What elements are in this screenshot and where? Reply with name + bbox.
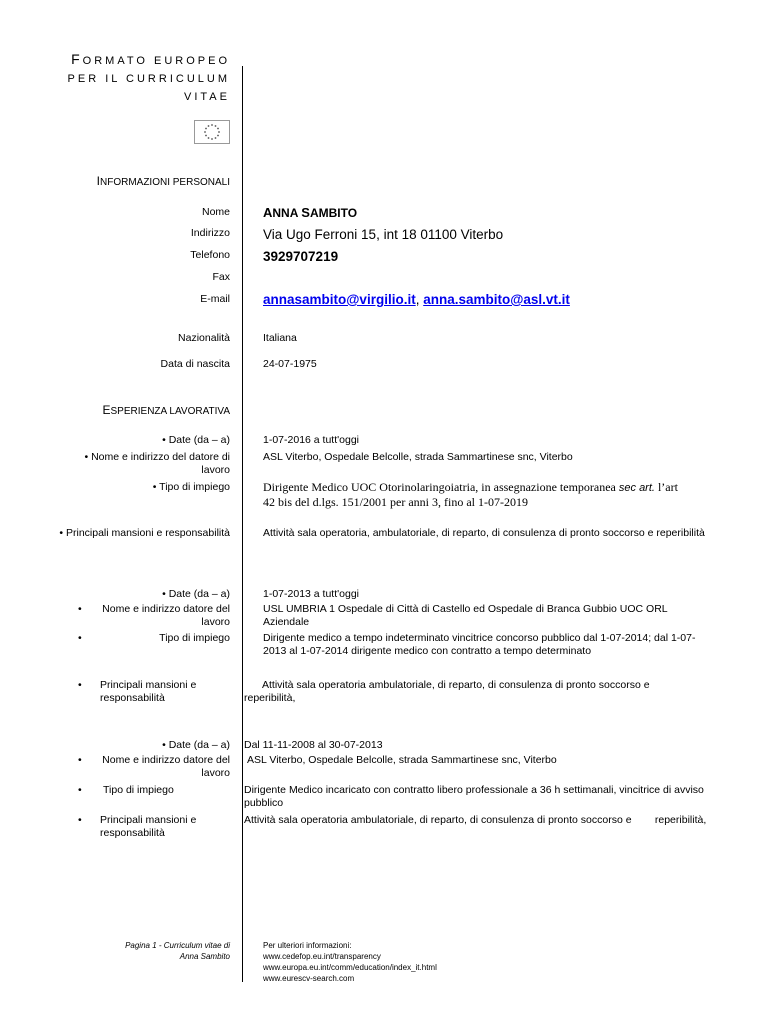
footer-page-line-1: Pagina 1 - Curriculum vitae di (125, 941, 230, 950)
section-title: NFORMAZIONI PERSONALI (99, 177, 230, 188)
exp2-employer-label-line-2: lavoro (201, 616, 230, 628)
email-value (263, 292, 570, 307)
exp2-mansioni-bullet: • (78, 679, 82, 691)
indirizzo-label: Indirizzo (190, 227, 230, 239)
exp2-tipo-value (263, 632, 695, 658)
email-label: E-mail (200, 293, 230, 305)
section-cap: I (96, 174, 100, 188)
telefono-value: 3929707219 (263, 249, 339, 264)
exp2-tipo-line-1: Dirigente medico a tempo indeterminato vincitrice concorso pubblico dal 1-07-2014; dal 1-07- (263, 632, 696, 644)
exp2-date-label: • Date (da – a) (162, 588, 230, 600)
exp2-employer-value (263, 603, 668, 629)
exp2-employer-label-line-1: Nome e indirizzo datore del (102, 603, 230, 615)
exp1-mansioni-value: Attività sala operatoria, ambulatoriale, di reparto, di consulenza di pronto soccorso e reperibilità (263, 527, 705, 539)
nazionalita-label: Nazionalità (178, 332, 230, 344)
exp3-mansioni-value: Attività sala operatoria ambulatoriale, di reparto, di consulenza di pronto soccorso e reperibilità, (244, 814, 707, 826)
title-line-3: VITAE (184, 91, 230, 103)
footer-page-line-2: Anna Sambito (179, 952, 230, 961)
exp2-employer-label (102, 603, 230, 629)
exp1-tipo-text: Dirigente Medico UOC Otorinolaringoiatria, in assegnazione temporanea (263, 480, 619, 494)
exp2-mansioni-value (244, 679, 650, 705)
footer-link-europa[interactable]: www.europa.eu.int/comm/education/index_it.html (263, 963, 437, 972)
email-separator: , (415, 292, 424, 307)
exp1-employer-label-line-2: lavoro (201, 464, 230, 476)
exp1-mansioni-label: • Principali mansioni e responsabilità (59, 527, 230, 539)
exp2-mansioni-line-2: reperibilità, (244, 692, 296, 704)
exp1-tipo-label: • Tipo di impiego (152, 481, 230, 493)
section-cap: E (102, 403, 111, 417)
footer-info-label: Per ulteriori informazioni: (263, 941, 352, 950)
exp3-mansioni-label (100, 814, 196, 840)
exp3-tipo-value (244, 784, 704, 810)
footer-links (263, 940, 437, 984)
exp3-mansioni-bullet: • (78, 814, 82, 826)
nazionalita-value: Italiana (263, 332, 297, 344)
fax-label: Fax (212, 271, 230, 283)
column-divider (242, 66, 243, 982)
exp3-tipo-label: Tipo di impiego (103, 784, 174, 796)
section-experience (103, 403, 231, 417)
email-link-1[interactable]: annasambito@virgilio.it (263, 292, 416, 307)
exp2-tipo-bullet: • (78, 632, 82, 644)
nome-label: Nome (201, 206, 230, 218)
exp3-employer-value: ASL Viterbo, Ospedale Belcolle, strada Sammartinese snc, Viterbo (247, 754, 557, 766)
exp2-employer-line-2: Aziendale (263, 616, 310, 628)
exp3-tipo-line-2: pubblico (244, 797, 284, 809)
title-line-1: ORMATO EUROPEO (82, 55, 230, 67)
nome-cap-1: A (263, 205, 273, 220)
exp2-employer-bullet: • (78, 603, 82, 615)
exp3-tipo-bullet: • (78, 784, 82, 796)
exp3-mansioni-label-line-1: Principali mansioni e (100, 814, 197, 826)
exp1-employer-value: ASL Viterbo, Ospedale Belcolle, strada Sammartinese snc, Viterbo (263, 451, 573, 463)
exp3-date-label: • Date (da – a) (162, 739, 230, 751)
exp1-date-value: 1-07-2016 a tutt'oggi (263, 434, 359, 446)
exp1-employer-label (85, 451, 231, 477)
exp3-employer-bullet: • (78, 754, 82, 766)
exp1-tipo-art2: l’art (654, 480, 678, 494)
exp1-tipo-value (263, 480, 723, 509)
exp2-tipo-line-2: 2013 al 1-07-2014 dirigente medico con contratto a tempo determinato (263, 645, 592, 657)
exp1-date-label: • Date (da – a) (162, 434, 230, 446)
exp2-employer-line-1: USL UMBRIA 1 Ospedale di Città di Castello ed Ospedale di Branca Gubbio UOC ORL (263, 603, 668, 615)
exp2-mansioni-label (100, 679, 196, 705)
exp2-tipo-label: Tipo di impiego (159, 632, 230, 644)
nome-rest-2: AMBITO (309, 206, 358, 220)
exp3-employer-label (102, 754, 230, 780)
exp1-tipo-text-2: 42 bis del d.lgs. 151/2001 per anni 3, fino al 1-07-2019 (263, 495, 528, 509)
nome-value (263, 206, 357, 220)
eu-flag-icon (194, 120, 230, 144)
exp3-tipo-line-1: Dirigente Medico incaricato con contratto libero professionale a 36 h settimanali, vincitrice di avviso (244, 784, 704, 796)
title-line-2: PER IL CURRICULUM (67, 73, 230, 85)
nascita-label: Data di nascita (160, 358, 230, 370)
nome-cap-2: S (301, 205, 310, 220)
title-cap: F (71, 51, 83, 67)
exp2-mansioni-label-line-1: Principali mansioni e (100, 679, 197, 691)
section-personal-info (97, 174, 230, 188)
exp3-employer-label-line-2: lavoro (201, 767, 230, 779)
exp2-date-value: 1-07-2013 a tutt'oggi (263, 588, 359, 600)
telefono-label: Telefono (190, 249, 230, 261)
exp3-mansioni-label-line-2: responsabilità (100, 827, 165, 839)
exp2-mansioni-line-1: Attività sala operatoria ambulatoriale, di reparto, di consulenza di pronto soccorso e (262, 679, 650, 691)
exp1-employer-label-line-1: • Nome e indirizzo del datore di (84, 451, 230, 463)
footer-link-cedefop[interactable]: www.cedefop.eu.int/transparency (263, 952, 381, 961)
section-title: SPERIENZA LAVORATIVA (110, 406, 230, 417)
nascita-value: 24-07-1975 (263, 358, 317, 370)
exp1-tipo-art: sec art. (618, 482, 655, 494)
footer-page-info (125, 940, 230, 962)
exp3-employer-label-line-1: Nome e indirizzo datore del (102, 754, 230, 766)
indirizzo-value: Via Ugo Ferroni 15, int 18 01100 Viterbo (263, 227, 504, 242)
nome-rest-1: NNA (272, 206, 302, 220)
email-link-2[interactable]: anna.sambito@asl.vt.it (423, 292, 570, 307)
cv-title (68, 50, 230, 106)
exp2-mansioni-label-line-2: responsabilità (100, 692, 165, 704)
footer-link-eurescv[interactable]: www.eurescv-search.com (263, 974, 355, 983)
exp3-date-value: Dal 11-11-2008 al 30-07-2013 (244, 739, 383, 751)
